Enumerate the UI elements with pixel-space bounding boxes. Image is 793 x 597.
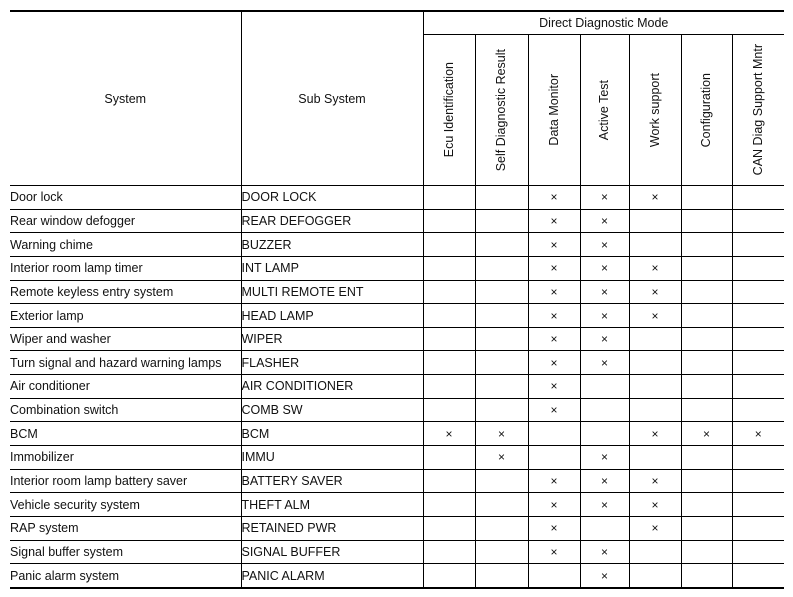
sub-system-cell: AIR CONDITIONER [241,375,423,399]
mode-support-cell: × [580,233,629,257]
mode-support-cell [475,304,528,328]
mode-support-cell [475,540,528,564]
sub-system-cell: MULTI REMOTE ENT [241,280,423,304]
mode-support-cell: × [629,422,681,446]
table-row [10,209,784,233]
mode-support-cell: × [629,304,681,328]
system-cell: Rear window defogger [10,209,241,233]
mode-support-cell [475,209,528,233]
mode-support-cell [732,256,784,280]
mode-support-cell [681,540,732,564]
mode-support-cell [732,540,784,564]
mode-support-cell [629,375,681,399]
mode-support-cell [423,304,475,328]
sub-system-cell: DOOR LOCK [241,186,423,210]
system-cell: Remote keyless entry system [10,280,241,304]
mode-support-cell [681,256,732,280]
mode-support-cell [732,304,784,328]
mode-support-cell [423,446,475,470]
system-cell: Exterior lamp [10,304,241,328]
mode-support-cell [580,516,629,540]
mode-support-cell [475,564,528,588]
system-cell: Interior room lamp timer [10,256,241,280]
table-row [10,540,784,564]
mode-support-cell [580,375,629,399]
column-header-mode-label: Data Monitor [546,74,561,146]
diagnostic-mode-table [10,10,784,589]
mode-support-cell [732,469,784,493]
mode-support-cell: × [528,280,580,304]
table-row [10,516,784,540]
mode-support-cell: × [528,540,580,564]
mode-support-cell [681,351,732,375]
sub-system-cell: SIGNAL BUFFER [241,540,423,564]
table-row [10,469,784,493]
system-cell: Air conditioner [10,375,241,399]
mode-support-cell [629,446,681,470]
column-header-mode [423,35,475,186]
mode-support-cell [629,327,681,351]
sub-system-cell: BUZZER [241,233,423,257]
system-cell: RAP system [10,516,241,540]
mode-support-cell [475,233,528,257]
mode-support-cell [629,398,681,422]
column-header-mode [528,35,580,186]
table-row [10,375,784,399]
mode-support-cell [681,209,732,233]
system-cell: Warning chime [10,233,241,257]
sub-system-cell: FLASHER [241,351,423,375]
mode-support-cell [423,493,475,517]
mode-support-cell [681,280,732,304]
mode-support-cell [681,493,732,517]
sub-system-cell: WIPER [241,327,423,351]
column-header-mode-label: CAN Diag Support Mntr [751,44,765,176]
mode-support-cell [423,398,475,422]
mode-support-cell [732,327,784,351]
column-header-mode-label: Work support [647,72,662,148]
mode-support-cell [423,564,475,588]
mode-support-cell: × [580,304,629,328]
column-header-sub-system: Sub System [241,11,423,186]
mode-support-cell [580,398,629,422]
mode-support-cell [681,304,732,328]
mode-support-cell [629,564,681,588]
sub-system-cell: BCM [241,422,423,446]
mode-support-cell [423,375,475,399]
system-cell: Immobilizer [10,446,241,470]
column-header-mode-label: Ecu Identification [441,62,456,158]
table-row [10,493,784,517]
mode-support-cell: × [580,186,629,210]
mode-support-cell [423,327,475,351]
mode-support-cell: × [528,327,580,351]
mode-support-cell: × [528,516,580,540]
sub-system-cell: RETAINED PWR [241,516,423,540]
table-row [10,446,784,470]
mode-support-cell: × [528,398,580,422]
sub-system-cell: INT LAMP [241,256,423,280]
sub-system-cell: IMMU [241,446,423,470]
column-header-mode [475,35,528,186]
mode-support-cell [732,233,784,257]
table-row [10,398,784,422]
mode-support-cell [732,209,784,233]
mode-support-cell [528,422,580,446]
mode-support-cell [629,351,681,375]
mode-support-cell [475,351,528,375]
mode-support-cell: × [528,186,580,210]
column-header-mode-label: Self Diagnostic Result [494,48,509,172]
mode-support-cell [732,280,784,304]
mode-support-cell [732,446,784,470]
sub-system-cell: BATTERY SAVER [241,469,423,493]
mode-support-cell: × [580,209,629,233]
system-cell: Panic alarm system [10,564,241,588]
mode-support-cell: × [528,469,580,493]
sub-system-cell: COMB SW [241,398,423,422]
mode-support-cell [423,280,475,304]
mode-support-cell [732,516,784,540]
mode-support-cell: × [423,422,475,446]
column-header-mode [681,35,732,186]
mode-support-cell: × [528,304,580,328]
mode-support-cell: × [528,493,580,517]
table-row [10,564,784,588]
mode-support-cell: × [528,209,580,233]
system-cell: Wiper and washer [10,327,241,351]
table-row [10,186,784,210]
sub-system-cell: REAR DEFOGGER [241,209,423,233]
mode-support-cell [475,493,528,517]
mode-support-cell [475,327,528,351]
mode-support-cell [732,186,784,210]
mode-support-cell: × [580,446,629,470]
system-cell: Interior room lamp battery saver [10,469,241,493]
mode-support-cell: × [475,422,528,446]
mode-support-cell [423,233,475,257]
mode-support-cell [732,493,784,517]
mode-support-cell [681,469,732,493]
column-header-mode [629,35,681,186]
table-row [10,351,784,375]
mode-support-cell [732,351,784,375]
mode-support-cell [681,186,732,210]
column-header-system: System [10,11,241,186]
system-cell: Combination switch [10,398,241,422]
mode-support-cell [423,469,475,493]
mode-support-cell: × [580,256,629,280]
mode-support-cell: × [528,233,580,257]
mode-support-cell [475,398,528,422]
mode-support-cell [629,233,681,257]
mode-support-cell [681,446,732,470]
mode-support-cell [528,564,580,588]
mode-support-cell: × [629,186,681,210]
table-row [10,233,784,257]
column-header-mode [580,35,629,186]
mode-support-cell: × [681,422,732,446]
mode-support-cell [681,516,732,540]
column-header-mode-label: Configuration [699,72,714,148]
mode-support-cell: × [580,564,629,588]
table-row [10,422,784,446]
mode-support-cell [423,540,475,564]
column-group-direct-diagnostic-mode: Direct Diagnostic Mode [423,11,784,35]
system-cell: Vehicle security system [10,493,241,517]
sub-system-cell: THEFT ALM [241,493,423,517]
mode-support-cell [629,540,681,564]
table-row [10,327,784,351]
system-cell: Door lock [10,186,241,210]
mode-support-cell: × [580,493,629,517]
table-row [10,256,784,280]
mode-support-cell: × [629,256,681,280]
mode-support-cell: × [580,540,629,564]
column-header-mode-label: Active Test [597,79,612,141]
mode-support-cell [475,375,528,399]
mode-support-cell [423,209,475,233]
mode-support-cell [475,186,528,210]
mode-support-cell [423,256,475,280]
mode-support-cell [681,233,732,257]
mode-support-cell: × [732,422,784,446]
mode-support-cell: × [528,351,580,375]
mode-support-cell: × [528,375,580,399]
mode-support-cell [732,398,784,422]
mode-support-cell: × [528,256,580,280]
mode-support-cell: × [629,493,681,517]
mode-support-cell [423,516,475,540]
mode-support-cell [681,398,732,422]
mode-support-cell: × [580,327,629,351]
sub-system-cell: HEAD LAMP [241,304,423,328]
mode-support-cell [475,256,528,280]
mode-support-cell: × [629,516,681,540]
mode-support-cell: × [580,280,629,304]
system-cell: Signal buffer system [10,540,241,564]
mode-support-cell: × [629,469,681,493]
mode-support-cell [681,564,732,588]
table-row [10,304,784,328]
mode-support-cell: × [580,351,629,375]
mode-support-cell [423,351,475,375]
mode-support-cell [475,516,528,540]
mode-support-cell [423,186,475,210]
mode-support-cell: × [580,469,629,493]
mode-support-cell [580,422,629,446]
mode-support-cell [681,327,732,351]
mode-support-cell [475,280,528,304]
mode-support-cell: × [629,280,681,304]
system-cell: Turn signal and hazard warning lamps [10,351,241,375]
mode-support-cell [732,564,784,588]
mode-support-cell [732,375,784,399]
system-cell: BCM [10,422,241,446]
sub-system-cell: PANIC ALARM [241,564,423,588]
mode-support-cell [681,375,732,399]
mode-support-cell [629,209,681,233]
mode-support-cell: × [475,446,528,470]
mode-support-cell [475,469,528,493]
table-row [10,280,784,304]
column-header-mode [732,35,784,186]
mode-support-cell [528,446,580,470]
